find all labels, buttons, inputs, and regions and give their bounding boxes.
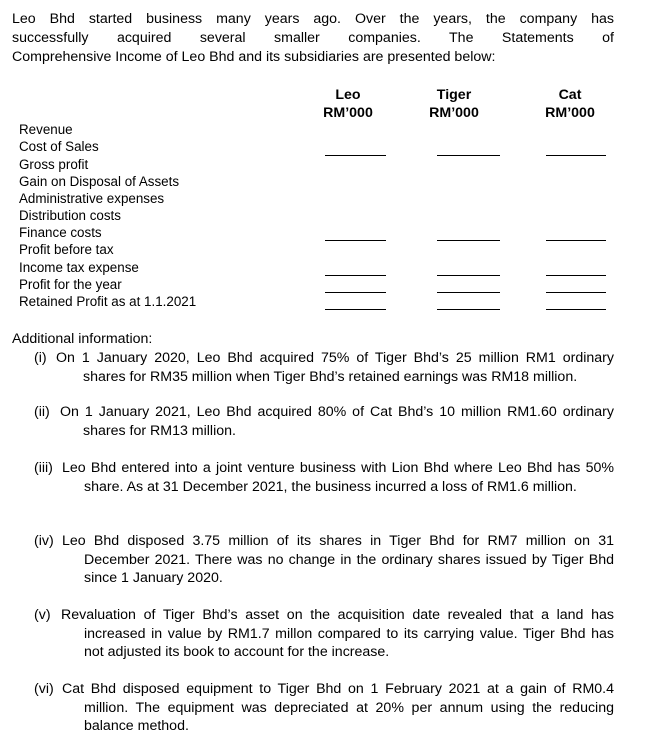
- info-item-v: [34, 606, 614, 662]
- rule-leo-pfy: [325, 275, 386, 276]
- rule-cat-pfy: [546, 275, 606, 276]
- row-label-gross-profit: Gross profit: [19, 157, 89, 172]
- intro-line-1: Leo Bhd started business many years ago. Over the years, the company has: [12, 11, 614, 27]
- row-label-distribution-costs: Distribution costs: [19, 208, 121, 223]
- row-label-admin-expenses: Administrative expenses: [19, 191, 165, 206]
- rule-leo-retained-top: [325, 292, 386, 293]
- info-item-iii: [34, 459, 614, 496]
- rule-leo-pbt: [325, 240, 386, 241]
- intro-paragraph: [12, 10, 614, 67]
- rule-tiger-pbt: [437, 240, 500, 241]
- row-label-finance-costs: Finance costs: [19, 225, 102, 240]
- rule-cat-gross: [546, 155, 606, 156]
- info-item-iv: [34, 532, 614, 588]
- column-name: Leo: [335, 87, 361, 103]
- rule-cat-pbt: [546, 240, 606, 241]
- row-label-profit-for-year: Profit for the year: [19, 277, 122, 292]
- item-marker: (vi): [34, 681, 54, 697]
- rule-tiger-retained-top: [437, 292, 500, 293]
- column-header-cat: [530, 86, 610, 122]
- row-label-gain-on-disposal: Gain on Disposal of Assets: [19, 174, 180, 189]
- row-label-retained-profit: Retained Profit as at 1.1.2021: [19, 294, 197, 309]
- rule-leo-retained-bottom: [325, 309, 386, 310]
- column-header-leo: [308, 86, 388, 122]
- item-marker: (iii): [34, 460, 53, 476]
- item-text: Cat Bhd disposed equipment to Tiger Bhd on 1 February 2021 at a gain of RM0.4 million. The equipment was depreciated at 20% per annum using the reducing balance method.: [62, 681, 614, 734]
- additional-info-heading: Additional information:: [12, 331, 153, 347]
- row-label-cost-of-sales: Cost of Sales: [19, 139, 99, 154]
- rule-tiger-pfy: [437, 275, 500, 276]
- row-label-revenue: Revenue: [19, 122, 73, 137]
- intro-line-3: Comprehensive Income of Leo Bhd and its subsidiaries are presented below:: [12, 49, 496, 65]
- rule-leo-gross: [325, 155, 386, 156]
- column-header-tiger: [414, 86, 494, 122]
- info-item-i: [34, 349, 614, 386]
- item-text: On 1 January 2021, Leo Bhd acquired 80% of Cat Bhd’s 10 million RM1.60 ordinary shares for RM13 million.: [60, 404, 614, 439]
- row-label-profit-before-tax: Profit before tax: [19, 242, 114, 257]
- item-marker: (v): [34, 607, 51, 623]
- item-text: Leo Bhd entered into a joint venture business with Lion Bhd where Leo Bhd has 50% share. As at 31 December 2021, the business incurred a loss of RM1.6 million.: [62, 460, 614, 495]
- rule-cat-retained-top: [546, 292, 606, 293]
- column-name: Cat: [558, 87, 582, 103]
- info-item-vi: [34, 680, 614, 736]
- item-text: On 1 January 2020, Leo Bhd acquired 75% of Tiger Bhd’s 25 million RM1 ordinary shares for RM35 million when Tiger Bhd’s retained earnings was RM18 million.: [56, 350, 614, 385]
- row-label-income-tax: Income tax expense: [19, 260, 139, 275]
- intro-line-2: successfully acquired several smaller companies. The Statements of: [12, 30, 614, 46]
- column-unit: RM’000: [429, 105, 479, 121]
- info-item-ii: [34, 403, 614, 440]
- column-unit: RM’000: [545, 105, 595, 121]
- item-text: Revaluation of Tiger Bhd’s asset on the acquisition date revealed that a land has increased in value by RM1.7 millon compared to its carrying value. Tiger Bhd has not adjusted its book to account for the increase.: [61, 607, 614, 660]
- item-marker: (i): [34, 350, 47, 366]
- item-marker: (iv): [34, 533, 54, 549]
- rule-tiger-retained-bottom: [437, 309, 500, 310]
- column-unit: RM’000: [323, 105, 373, 121]
- column-name: Tiger: [436, 87, 472, 103]
- rule-tiger-gross: [437, 155, 500, 156]
- item-marker: (ii): [34, 404, 50, 420]
- rule-cat-retained-bottom: [546, 309, 606, 310]
- item-text: Leo Bhd disposed 3.75 million of its shares in Tiger Bhd for RM7 million on 31 December 2021. There was no change in the ordinary shares issued by Tiger Bhd since 1 January 2020.: [62, 533, 614, 586]
